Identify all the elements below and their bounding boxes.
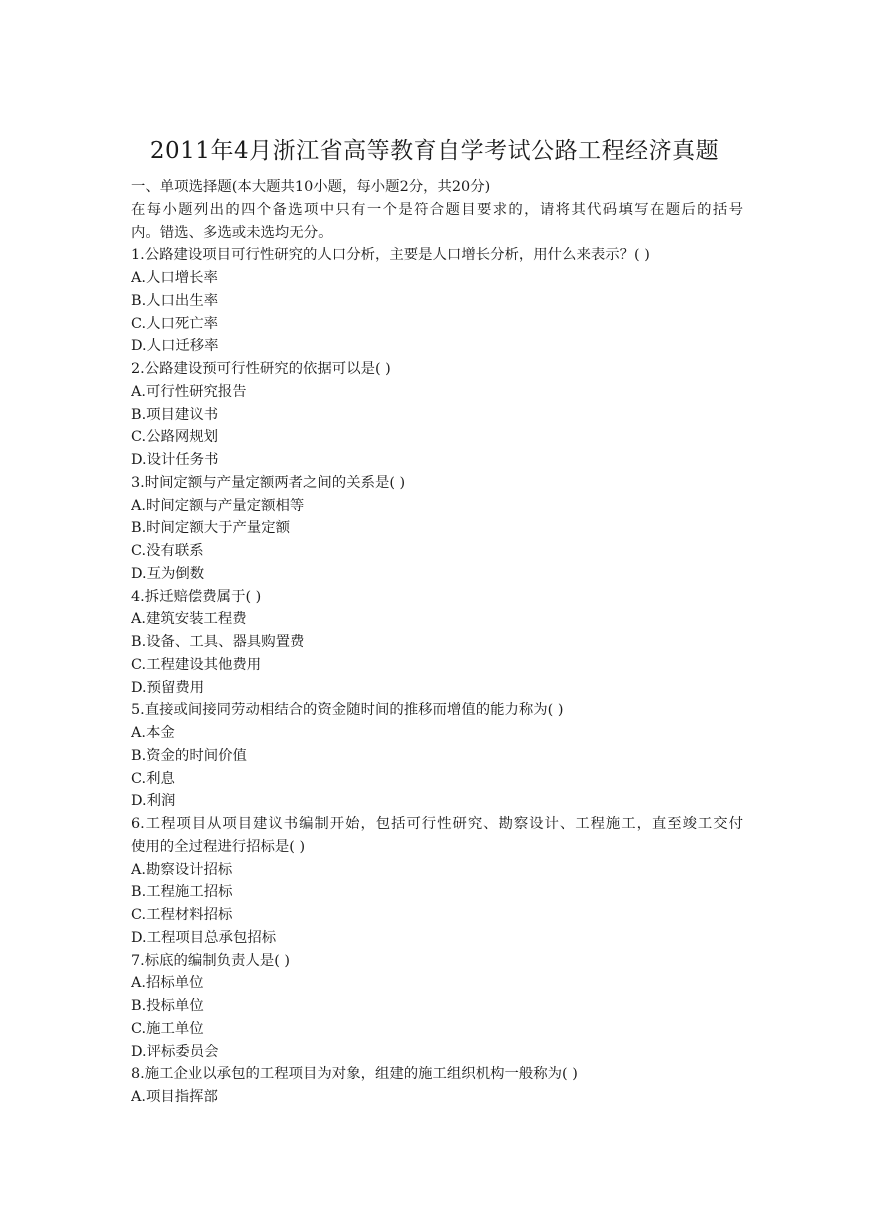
question-stem: 6.工程项目从项目建议书编制开始，包括可行性研究、勘察设计、工程施工，直至竣工交付 <box>131 816 743 832</box>
answer-option: C.人口死亡率 <box>131 315 219 332</box>
question-stem: 4.拆迁赔偿费属于( ) <box>131 588 262 605</box>
document-title: 2011年4月浙江省高等教育自学考试公路工程经济真题 <box>149 138 720 164</box>
answer-option: B.人口出生率 <box>131 292 219 309</box>
answer-option: D.设计任务书 <box>131 452 219 468</box>
answer-option: B.时间定额大于产量定额 <box>131 520 291 537</box>
question-stem: 7.标底的编制负责人是( ) <box>131 952 291 969</box>
question-block <box>131 358 743 472</box>
answer-option: D.评标委员会 <box>131 1043 219 1060</box>
answer-option: A.招标单位 <box>131 975 204 992</box>
question-stem: 使用的全过程进行招标是( ) <box>131 838 306 855</box>
answer-option: D.利润 <box>131 793 176 810</box>
answer-option: A.人口增长率 <box>131 270 218 286</box>
answer-option: A.项目指挥部 <box>131 1089 218 1105</box>
answer-option: C.工程材料招标 <box>131 907 233 923</box>
question-stem: 8.施工企业以承包的工程项目为对象，组建的施工组织机构一般称为( ) <box>131 1066 578 1083</box>
question-block <box>131 699 743 813</box>
question-stem: 5.直接或间接同劳动相结合的资金随时间的推移而增值的能力称为( ) <box>131 702 564 719</box>
answer-option: A.本金 <box>131 725 175 741</box>
question-block <box>131 472 743 586</box>
answer-option: B.设备、工具、器具购置费 <box>131 634 305 650</box>
answer-option: A.可行性研究报告 <box>131 383 247 400</box>
answer-option: C.施工单位 <box>131 1020 204 1037</box>
question-stem: 1.公路建设项目可行性研究的人口分析，主要是人口增长分析，用什么来表示？( ) <box>131 247 650 264</box>
question-stem: 3.时间定额与产量定额两者之间的关系是( ) <box>131 474 406 491</box>
answer-option: C.利息 <box>131 770 175 787</box>
answer-option: D.互为倒数 <box>131 565 205 582</box>
answer-option: C.公路网规划 <box>131 429 219 446</box>
answer-option: A.勘察设计招标 <box>131 861 233 878</box>
question-list <box>131 244 743 1109</box>
answer-option: A.时间定额与产量定额相等 <box>131 497 305 514</box>
question-stem: 2.公路建设预可行性研究的依据可以是( ) <box>131 361 391 377</box>
section-heading: 一、单项选择题(本大题共10小题，每小题2分，共20分) <box>131 179 491 195</box>
document-body <box>131 176 743 1109</box>
answer-option: C.没有联系 <box>131 543 204 559</box>
answer-option: D.工程项目总承包招标 <box>131 929 277 946</box>
answer-option: B.工程施工招标 <box>131 884 233 901</box>
question-block <box>131 244 743 358</box>
answer-option: D.人口迁移率 <box>131 338 219 355</box>
question-block <box>131 950 743 1064</box>
answer-option: B.项目建议书 <box>131 406 219 423</box>
question-block <box>131 813 743 950</box>
instructions-line: 在每小题列出的四个备选项中只有一个是符合题目要求的，请将其代码填写在题后的括号 <box>131 201 743 218</box>
answer-option: A.建筑安装工程费 <box>131 611 247 628</box>
instructions-line: 内。错选、多选或未选均无分。 <box>131 224 333 241</box>
answer-option: C.工程建设其他费用 <box>131 656 262 673</box>
answer-option: D.预留费用 <box>131 679 205 696</box>
answer-option: B.资金的时间价值 <box>131 747 247 764</box>
question-block <box>131 586 743 700</box>
answer-option: B.投标单位 <box>131 998 204 1014</box>
question-block <box>131 1063 743 1109</box>
